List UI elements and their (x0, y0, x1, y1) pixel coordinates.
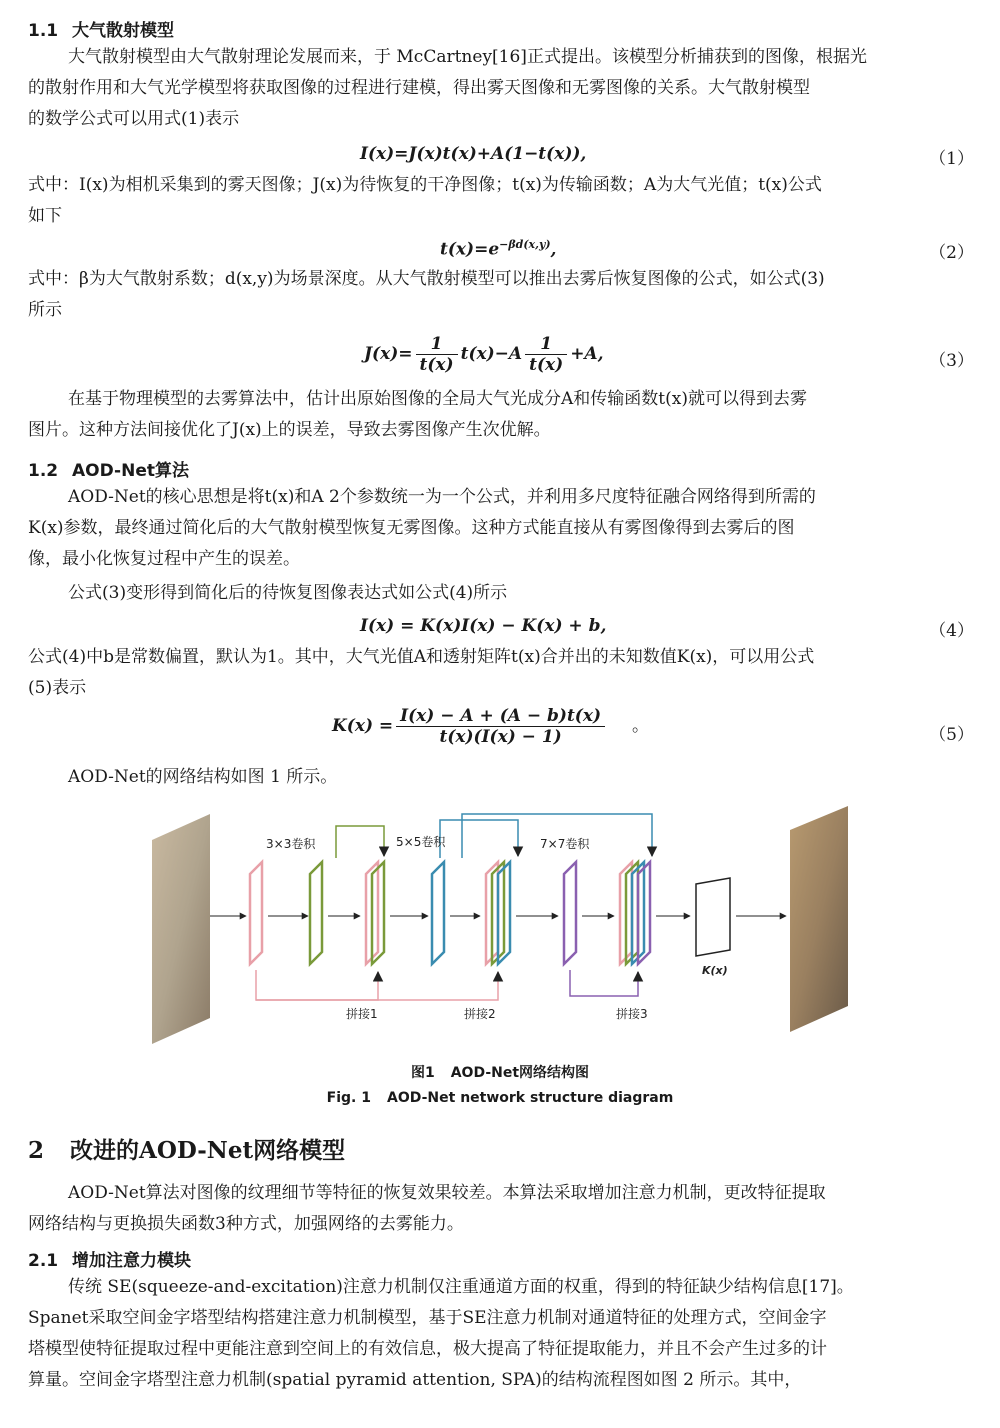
paragraph-attention-module: 传统 SE(squeeze-and-excitation)注意力机制仅注重通道方面的权重，得到的特征缺少结构信息[17]。 Spanet采取空间金字塔型结构搭建注意力机制模型，基于SE注意力机制对通道特征的处理方式，空间金字 塔模型使特征提取过程中更能注意到空间上的有效信息，极大提高了特征提取能力，并且不会产生过多的计 算量。空间金字塔型注意力机制(spatial pyramid attention, SPA)的结构流程图如图 2 所示。其中， (28, 1277, 854, 1390)
label-concat1: 拼接1 (346, 1007, 378, 1021)
paragraph-aodnet-core: AOD-Net的核心思想是将t(x)和A 2个参数统一为一个公式，并利用多尺度特征融合网络得到所需的 K(x)参数，最终通过简化后的大气散射模型恢复无雾图像。这种方式能直接从有雾图像得到去雾后的图 像，最小化恢复过程中产生的误差。 (28, 487, 816, 569)
label-kx: K(x) (702, 964, 728, 977)
conv-block-4 (564, 862, 576, 964)
paragraph-eq2-terms: 式中：β为大气散射系数；d(x,y)为场景深度。从大气散射模型可以推出去雾后恢复图像的公式，如公式(3) 所示 (28, 269, 825, 320)
paragraph-eq4-terms: 公式(4)中b是常数偏置，默认为1。其中，大气光值A和透射矩阵t(x)合并出的未知数值K(x)，可以用公式 (5)表示 (28, 647, 815, 698)
equation-5: K(x) = $\frac{I(x) - A + (A - b)t(x)}{t(x)(I(x) - 1)}$ 。 （5） (332, 706, 974, 747)
paragraph-physical-model: 在基于物理模型的去雾算法中，估计出原始图像的全局大气光成分A和传输函数t(x)就可以得到去雾 图片。这种方法间接优化了J(x)上的误差，导致去雾图像产生次优解。 (28, 389, 807, 440)
section-heading-2: 2 改进的AOD-Net网络模型 (28, 1137, 346, 1164)
equation-1: I(x)=J(x)t(x)+A(1−t(x)), （1） (360, 144, 974, 169)
section-heading-1-1: 1.1 大气散射模型 (28, 21, 174, 41)
equation-4: I(x) = K(x)I(x) − K(x) + b, （4） (360, 616, 974, 641)
label-conv7: 7×7卷积 (540, 837, 590, 851)
section-heading-2-1: 2.1 增加注意力模块 (28, 1251, 191, 1271)
label-concat2: 拼接2 (464, 1007, 496, 1021)
conv-block-1 (250, 862, 262, 964)
equation-3: J(x)= $\frac{1}{t(x)}$ t(x)−A $\frac{1}{t(x)}$ +A, （3） (364, 334, 974, 375)
conv-block-3 (432, 862, 444, 964)
kx-block (696, 878, 730, 956)
paragraph-improved-aodnet: AOD-Net算法对图像的纹理细节等特征的恢复效果较差。本算法采取增加注意力机制，更改特征提取 网络结构与更换损失函数3种方式，加强网络的去雾能力。 (28, 1183, 826, 1234)
figure-caption-cn: 图1 AOD-Net网络结构图 (410, 1065, 590, 1081)
paragraph-eq4-intro: 公式(3)变形得到简化后的待恢复图像表达式如公式(4)所示 (68, 583, 508, 603)
paragraph-eq1-terms: 式中：I(x)为相机采集到的雾天图像；J(x)为待恢复的干净图像；t(x)为传输函数；A为大气光值；t(x)公式 如下 (28, 175, 822, 226)
figure-aodnet-diagram (150, 800, 850, 1050)
paragraph-fig1-ref: AOD-Net的网络结构如图 1 所示。 (68, 767, 338, 787)
label-conv3: 3×3卷积 (266, 837, 316, 851)
label-conv5: 5×5卷积 (396, 835, 446, 849)
clear-output-image (790, 806, 848, 1032)
section-heading-1-2: 1.2 AOD-Net算法 (28, 461, 189, 481)
conv-block-2 (310, 862, 322, 964)
equation-2: $t(x)=e^{-\beta d(x,y)}$, （2） (440, 238, 974, 263)
hazy-input-image (152, 814, 210, 1044)
label-concat3: 拼接3 (616, 1007, 648, 1021)
paragraph-scattering-model: 大气散射模型由大气散射理论发展而来，于 McCartney[16]正式提出。该模型分析捕获到的图像，根据光 的散射作用和大气光学模型将获取图像的过程进行建模，得出雾天图像和无雾图像的关系。大气散射模型 的数学公式可以用式(1)表示 (28, 47, 867, 129)
figure-caption-en: Fig. 1 AOD-Net network structure diagram (326, 1090, 674, 1106)
